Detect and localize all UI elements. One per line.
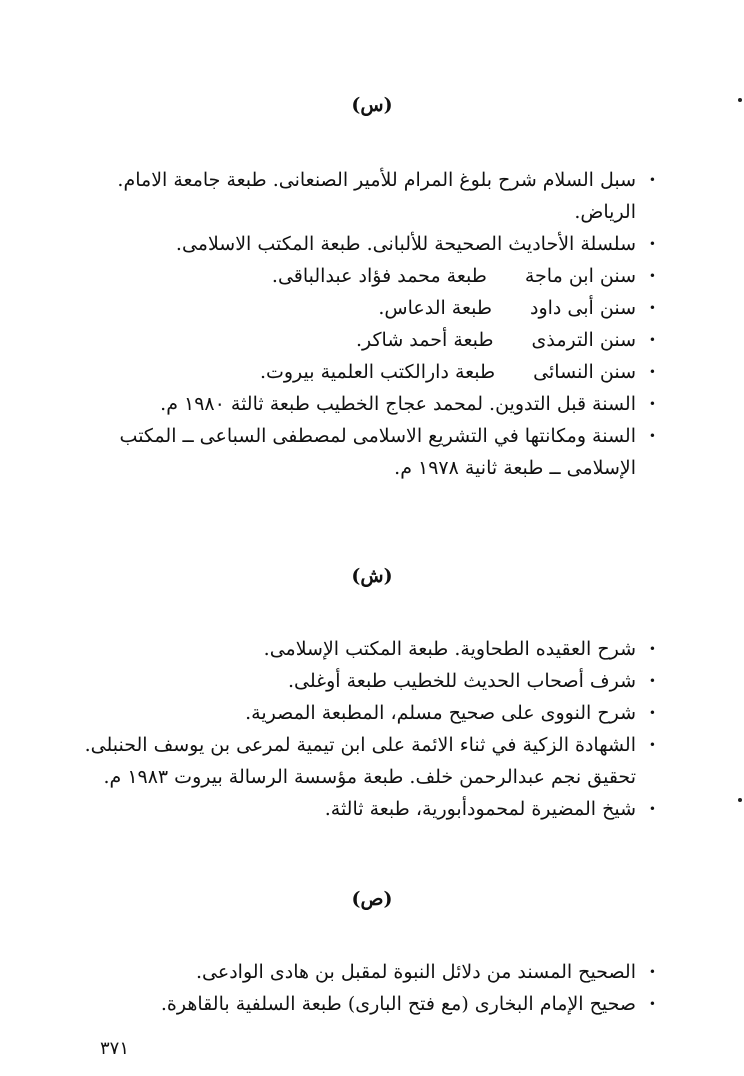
section-heading-shin: (ش) xyxy=(351,565,393,587)
bullet-icon: • xyxy=(648,237,656,251)
entry-line: سلسلة الأحاديث الصحيحة للألبانى. طبعة المكتب الاسلامى. xyxy=(175,233,636,255)
bullet-icon: • xyxy=(648,365,656,379)
list-item xyxy=(76,228,656,260)
bullet-icon: • xyxy=(648,802,656,816)
entry-line: شيخ المضيرة لمحمودأبورية، طبعة ثالثة. xyxy=(324,798,636,820)
entry-line: شرح النووى على صحيح مسلم، المطبعة المصرية. xyxy=(245,702,636,724)
margin-dot-icon xyxy=(738,98,742,102)
entry-detail: طبعة الدعاس. xyxy=(378,297,493,319)
margin-dot-icon xyxy=(738,798,742,802)
bullet-icon: • xyxy=(648,706,656,720)
bullet-icon: • xyxy=(648,997,656,1011)
list-item xyxy=(76,388,656,420)
entry-line: الرياض. xyxy=(574,201,636,223)
bullet-icon: • xyxy=(648,301,656,315)
list-item xyxy=(76,697,656,729)
bullet-icon: • xyxy=(648,642,656,656)
entry-detail: طبعة محمد فؤاد عبدالباقى. xyxy=(271,265,487,287)
list-item xyxy=(76,793,656,825)
entry-line: الشهادة الزكية في ثناء الائمة على ابن تيمية لمرعى بن يوسف الحنبلى. xyxy=(84,734,636,756)
list-item xyxy=(76,260,656,292)
entry-detail: طبعة دارالكتب العلمية بيروت. xyxy=(259,361,496,383)
entry-line: سبل السلام شرح بلوغ المرام للأمير الصنعانى. طبعة جامعة الامام. xyxy=(117,169,636,191)
section-shin xyxy=(0,633,744,825)
entry-title: سنن النسائى xyxy=(533,361,636,383)
list-item xyxy=(76,420,656,484)
entry-line: شرف أصحاب الحديث للخطيب طبعة أوغلى. xyxy=(288,670,636,692)
entry-title: سنن الترمذى xyxy=(531,329,636,351)
list-item xyxy=(76,729,656,793)
entry-line: السنة ومكانتها في التشريع الاسلامى لمصطفى السباعى ــ المكتب xyxy=(119,425,636,447)
list-item xyxy=(76,988,656,1020)
entry-line: تحقيق نجم عبدالرحمن خلف. طبعة مؤسسة الرسالة بيروت ١٩٨٣ م. xyxy=(103,766,636,788)
entry-line: السنة قبل التدوين. لمحمد عجاج الخطيب طبعة ثالثة ١٩٨٠ م. xyxy=(160,393,636,415)
list-item xyxy=(76,633,656,665)
list-item xyxy=(76,324,656,356)
section-heading-sad: (ص) xyxy=(351,888,393,910)
page-number: ٣٧١ xyxy=(100,1038,130,1059)
entry-line: الصحيح المسند من دلائل النبوة لمقبل بن هادى الوادعى. xyxy=(196,961,636,983)
bullet-icon: • xyxy=(648,738,656,752)
entry-detail: طبعة أحمد شاكر. xyxy=(355,329,494,351)
bullet-icon: • xyxy=(648,397,656,411)
list-item xyxy=(76,164,656,228)
section-sad xyxy=(0,956,744,1020)
list-item xyxy=(76,665,656,697)
bullet-icon: • xyxy=(648,965,656,979)
entry-line: شرح العقيده الطحاوية. طبعة المكتب الإسلامى. xyxy=(263,638,636,660)
bullet-icon: • xyxy=(648,429,656,443)
bullet-icon: • xyxy=(648,173,656,187)
section-heading-sin: (س) xyxy=(351,94,393,116)
section-sin xyxy=(0,164,744,484)
entry-title: سنن أبى داود xyxy=(530,297,636,319)
bullet-icon: • xyxy=(648,269,656,283)
list-item xyxy=(76,356,656,388)
bullet-icon: • xyxy=(648,333,656,347)
list-item xyxy=(76,956,656,988)
list-item xyxy=(76,292,656,324)
bullet-icon: • xyxy=(648,674,656,688)
entry-line: الإسلامى ــ طبعة ثانية ١٩٧٨ م. xyxy=(394,457,636,479)
entry-title: سنن ابن ماجة xyxy=(524,265,636,287)
entry-line: صحيح الإمام البخارى (مع فتح البارى) طبعة السلفية بالقاهرة. xyxy=(160,993,636,1015)
